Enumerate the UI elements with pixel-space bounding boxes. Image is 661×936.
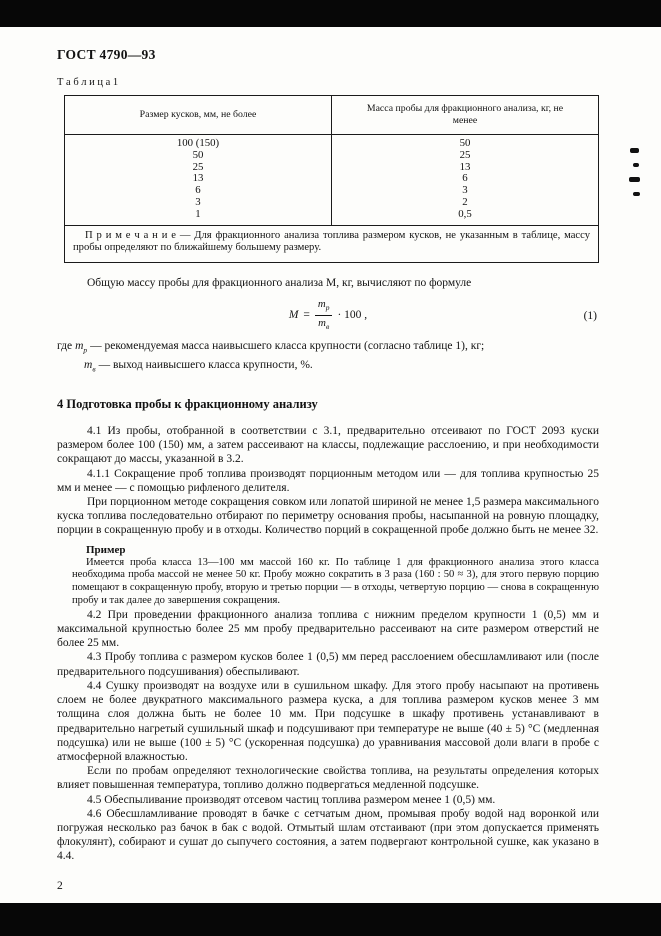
size-cell: 100 (150) — [65, 135, 332, 150]
document-code: ГОСТ 4790—93 — [57, 47, 156, 62]
page-content — [0, 27, 661, 864]
formula — [57, 299, 599, 332]
where-text-2: — выход наивысшего класса крупности, %. — [98, 359, 313, 372]
paragraph-4-4-cont: Если по пробам определяют технологические свойства топлива, на результаты определения которых влияет повышенная температура, топливо должно подвергаться медленной подсушке. — [57, 765, 599, 792]
formula-fraction — [315, 299, 333, 332]
table-row — [65, 150, 599, 162]
mass-cell: 50 — [459, 137, 471, 149]
mass-cell: 13 — [459, 160, 471, 173]
formula-tail: · 100 , — [337, 309, 368, 322]
formula-intro: Общую массу пробы для фракционного анализа М, кг, вычисляют по формуле — [87, 276, 472, 289]
formula-where-2 — [57, 358, 599, 377]
paragraph-4-6: 4.6 Обесшламливание проводят в бачке с сетчатым дном, промывая пробу водой над воронкой или погружая несколько раз бачок в бак с водой. Отмытый шлам отстаивают (при этом допускается применять флокулянт), собирают и сушат до сыпучего состояния, а затем подвергают контрольной сушке, как указано в 4.4. — [57, 807, 599, 863]
paragraph-4-1: 4.1 Из пробы, отобранной в соответствии с 3.1, предварительно отсеивают по ГОСТ 2093 куски размером более 100 (150) мм, а затем рассеивают на классы, подлежащие расслоению, и при необходимости сокращают до массы, указанной в 3.2. — [57, 425, 599, 466]
mass-cell: 25 — [459, 148, 471, 161]
scan-edge-top — [0, 0, 661, 27]
col-header-size: Размер кусков, мм, не более — [65, 96, 332, 135]
size-cell: 6 — [65, 185, 332, 197]
scan-edge-bottom — [0, 903, 661, 936]
paragraph-4-1-1-cont: При порционном методе сокращения совком или лопатой шириной не менее 1,5 размера максимального куска топлива последовательно отбирают по периметру основания пробы, насыпанной на ровную площадку, порции в сокращенную пробу и в отходы. Количество порций в сокращенной пробе должно быть не менее 32. — [57, 496, 599, 537]
mass-cell: 0,5 — [458, 207, 472, 220]
size-cell: 13 — [65, 173, 332, 185]
equation-number: (1) — [583, 309, 597, 322]
fraction-numerator: $m_р$ — [315, 299, 333, 316]
table-row — [65, 209, 599, 225]
table-caption: Т а б л и ц а 1 — [57, 77, 119, 88]
table-note-text: П р и м е ч а н и е — Для фракционного анализа топлива размером кусков, не указанным в таблице, массу пробы определяют по ближайшему большему размеру. — [73, 229, 590, 254]
size-mass-table — [64, 95, 599, 263]
table-note — [65, 225, 599, 262]
section-heading: 4 Подготовка пробы к фракционному анализу — [57, 397, 318, 412]
table-row — [65, 185, 599, 197]
example-label: Пример — [86, 543, 126, 556]
size-cell: 1 — [65, 209, 332, 225]
size-cell: 3 — [65, 197, 332, 209]
col-header-mass: Масса пробы для фракционного анализа, кг, не менее — [332, 96, 599, 135]
where-variable-2: $m_в$ — [84, 359, 96, 374]
table-note-row — [65, 225, 599, 262]
fraction-denominator: $m_в$ — [318, 317, 330, 332]
mass-cell: 3 — [462, 184, 468, 197]
paragraph-4-3: 4.3 Пробу топлива с размером кусков более 1 (0,5) мм перед расслоением обесшламливают или (после предварительного подсушивания) обеспыливают. — [57, 651, 599, 678]
formula-lhs: М — [288, 309, 299, 322]
paragraph-4-5: 4.5 Обеспыливание производят отсевом частиц топлива размером менее 1 (0,5) мм. — [87, 793, 496, 806]
table-row — [65, 162, 599, 174]
example-text: Имеется проба класса 13—100 мм массой 160 кг. По таблице 1 для фракционного анализа этого класса необходима проба массой не менее 50 кг. Пробу можно сократить в 3 раза (160 : 50 ≈ 3), для этого первую порцию помещают в сокращенную пробу, вторую и третью порции — в отходы, четвертую порцию — снова в сокращенную пробу и так далее до завершения сокращения. — [72, 556, 599, 607]
formula-where-1 — [57, 339, 599, 358]
formula-equals: = — [303, 309, 310, 322]
paragraph-4-1-1: 4.1.1 Сокращение проб топлива производят порционным методом или — для топлива крупностью 25 мм и менее — с помощью рифленого делителя. — [57, 467, 599, 494]
paragraph-4-4: 4.4 Сушку производят на воздухе или в сушильном шкафу. Для этого пробу насыпают на противень слоем не более двукратного максимального размера куска, а для топлива размером кусков менее 3 мм толщина слоя должна быть не более 10 мм. При подсушке в шкафу противень устанавливают в предварительно нагретый сушильный шкаф и подсушивают при температуре не выше (40 ± 5) °С (медленная подсушка) или не выше (100 ± 5) °С (ускоренная подсушка) до уравнивания массовой доли влаги в пробе с атмосферной влажностью. — [57, 679, 599, 763]
table-row — [65, 197, 599, 209]
table-row — [65, 173, 599, 185]
where-variable-1: $m_р$ — [75, 340, 88, 355]
mass-cell: 6 — [462, 172, 468, 185]
size-cell: 25 — [65, 162, 332, 174]
table-header-row — [65, 96, 599, 135]
size-cell: 50 — [65, 150, 332, 162]
paragraph-4-2: 4.2 При проведении фракционного анализа топлива с нижним пределом крупности 1 (0,5) мм и максимальной крупностью более 25 мм пробу предварительно рассеивают на сите размером отверстий не более 25 мм. — [57, 608, 599, 650]
table-row — [65, 135, 599, 150]
where-text-1: — рекомендуемая масса наивысшего класса крупности (согласно таблице 1), кг; — [90, 340, 485, 353]
where-prefix: где — [57, 340, 73, 353]
page-number: 2 — [57, 880, 63, 892]
mass-cell: 2 — [462, 195, 468, 208]
